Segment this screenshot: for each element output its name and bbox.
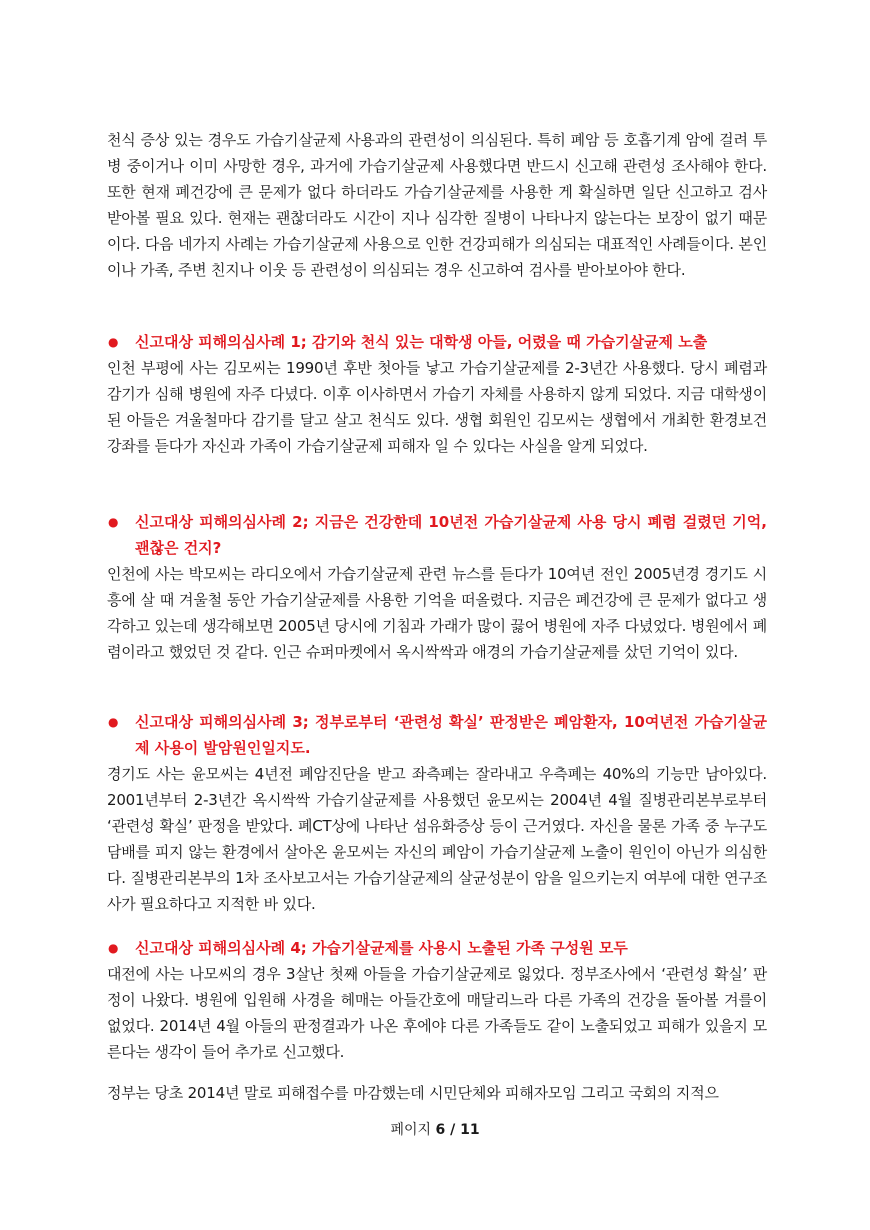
- bullet-icon: ●: [108, 515, 119, 529]
- page-label: 페이지: [390, 1122, 436, 1138]
- bullet-icon: ●: [108, 715, 119, 729]
- case-1-body: 인천 부평에 사는 김모씨는 1990년 후반 첫아들 낳고 가습기살균제를 2-3년간 사용했다. 당시 폐렴과 감기가 심해 병원에 자주 다녔다. 이후 이사하면서 가습기 자체를 사용하지 않게 되었다. 지금 대학생이 된 아들은 겨울철마다 감기를 달고 살고 천식도 있다. 생협 회원인 김모씨는 생협에서 개최한 환경보건 강좌를 듣다가 자신과 가족이 가습기살균제 피해자 일 수 있다는 사실을 알게 되었다.: [107, 359, 767, 455]
- intro-paragraph: 천식 증상 있는 경우도 가습기살균제 사용과의 관련성이 의심된다. 특히 폐암 등 호흡기계 암에 걸려 투병 중이거나 이미 사망한 경우, 과거에 가습기살균제 사용했다면 반드시 신고해 관련성 조사해야 한다. 또한 현재 폐건강에 큰 문제가 없다 하더라도 가습기살균제를 사용한 게 확실하면 일단 신고하고 검사 받아볼 필요 있다. 현재는 괜찮더라도 시간이 지나 심각한 질병이 나타나지 않는다는 보장이 없기 때문이다. 다음 네가지 사례는 가습기살균제 사용으로 인한 건강피해가 의심되는 대표적인 사례들이다. 본인이나 가족, 주변 친지나 이웃 등 관련성이 의심되는 경우 신고하여 검사를 받아보아야 한다.: [107, 131, 767, 279]
- page-number: 6 / 11: [435, 1122, 480, 1138]
- case-3-body: 경기도 사는 윤모씨는 4년전 폐암진단을 받고 좌측폐는 잘라내고 우측폐는 40%의 기능만 남아있다. 2001년부터 2-3년간 옥시싹싹 가습기살균제를 사용했던 윤모씨는 2004년 4월 질병관리본부로부터 ‘관련성 확실’ 판정을 받았다. 폐CT상에 나타난 섬유화증상 등이 근거였다. 자신을 물론 가족 중 누구도 담배를 피지 않는 환경에서 살아온 윤모씨는 자신의 폐암이 가습기살균제 노출이 원인이 아닌가 의심한다. 질병관리본부의 1차 조사보고서는 가습기살균제의 살균성분이 암을 일으키는지 여부에 대한 연구조사가 필요하다고 지적한 바 있다.: [107, 765, 767, 913]
- case-3-title: 신고대상 피해의심사례 3; 정부로부터 ‘관련성 확실’ 판정받은 폐암환자, 10여년전 가습기살균제 사용이 발암원인일지도.: [135, 713, 767, 757]
- case-3-heading: [107, 709, 767, 761]
- page-footer: [0, 1120, 870, 1140]
- bullet-icon: ●: [108, 335, 119, 349]
- case-1-heading: [107, 329, 767, 355]
- case-1-title: 신고대상 피해의심사례 1; 감기와 천식 있는 대학생 아들, 어렸을 때 가습기살균제 노출: [135, 333, 708, 351]
- case-4-body: 대전에 사는 나모씨의 경우 3살난 첫째 아들을 가습기살균제로 잃었다. 정부조사에서 ‘관련성 확실’ 판정이 나왔다. 병원에 입원해 사경을 헤매는 아들간호에 매달리느라 다른 가족의 건강을 돌아볼 겨를이 없었다. 2014년 4월 아들의 판정결과가 나온 후에야 다른 가족들도 같이 노출되었고 피해가 있을지 모른다는 생각이 들어 추가로 신고했다.: [107, 965, 767, 1061]
- case-2-body: 인천에 사는 박모씨는 라디오에서 가습기살균제 관련 뉴스를 듣다가 10여년 전인 2005년경 경기도 시흥에 살 때 겨울철 동안 가습기살균제를 사용한 기억을 떠올렸다. 지금은 폐건강에 큰 문제가 없다고 생각하고 있는데 생각해보면 2005년 당시에 기침과 가래가 많이 끓어 병원에 자주 다녔었다. 병원에서 폐렴이라고 했었던 것 같다. 인근 슈퍼마켓에서 옥시싹싹과 애경의 가습기살균제를 샀던 기억이 있다.: [107, 565, 767, 661]
- case-4-title: 신고대상 피해의심사례 4; 가습기살균제를 사용시 노출된 가족 구성원 모두: [135, 939, 628, 957]
- case-2-title: 신고대상 피해의심사례 2; 지금은 건강한데 10년전 가습기살균제 사용 당시 폐렴 걸렸던 기억, 괜찮은 건지?: [135, 513, 767, 557]
- closing-paragraph: 정부는 당초 2014년 말로 피해접수를 마감했는데 시민단체와 피해자모임 그리고 국회의 지적으: [107, 1084, 719, 1102]
- case-2-heading: [107, 509, 767, 561]
- case-4-heading: [107, 935, 767, 961]
- bullet-icon: ●: [108, 941, 119, 955]
